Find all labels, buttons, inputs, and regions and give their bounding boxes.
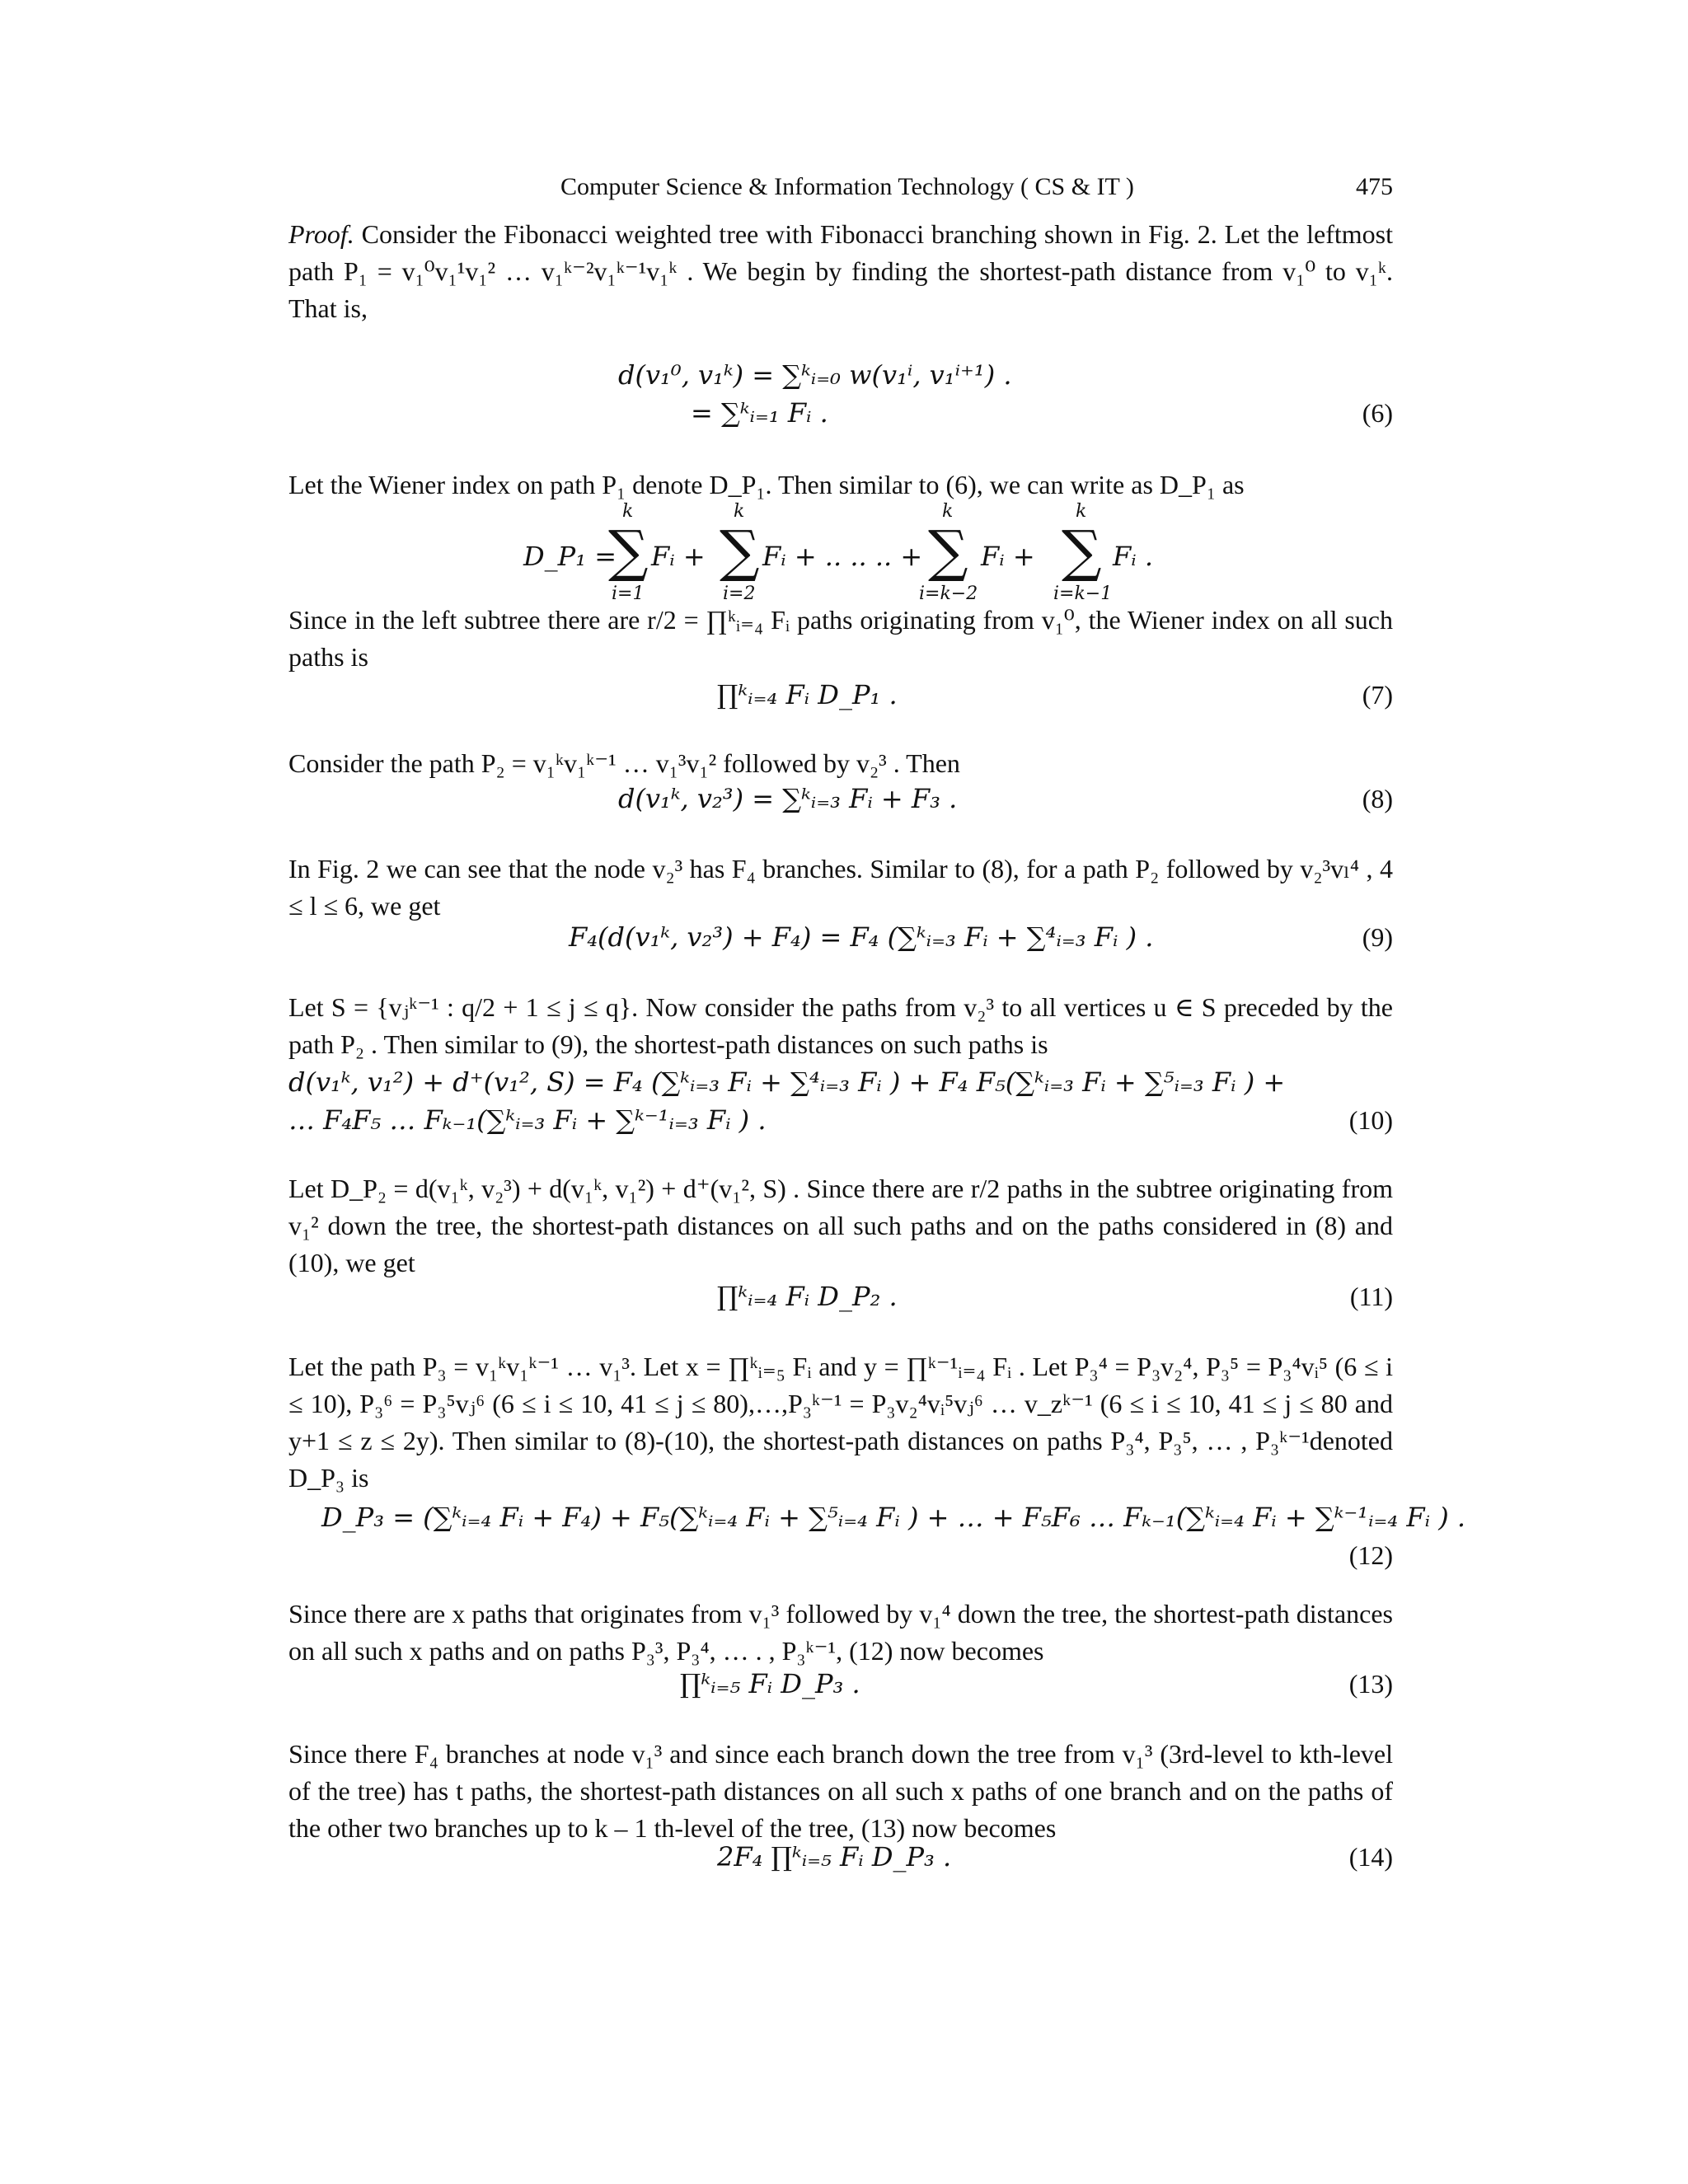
equation-12 xyxy=(288,1498,1466,1574)
eq6-line2: = ∑ᵏᵢ₌₁ Fᵢ . xyxy=(691,397,828,429)
sum2-term: Fᵢ + .. .. .. + xyxy=(762,541,923,572)
set-s-paragraph xyxy=(288,989,1393,1063)
eq7-text: ∏ᵏᵢ₌₄ Fᵢ D_P₁ . xyxy=(717,679,898,710)
fig2-text: In Fig. 2 we can see that the node v₂³ has F₄ branches. Similar to (8), for a path P₂ followed by v₂³vₗ⁴ , 4 ≤ l ≤ 6, we get xyxy=(288,854,1393,921)
eq8-text: d(v₁ᵏ, v₂³) = ∑ᵏᵢ₌₃ Fᵢ + F₃ . xyxy=(618,783,958,814)
sum2-lower: i=2 xyxy=(723,583,756,604)
sum1-sigma: ∑ xyxy=(608,519,649,584)
proof-paragraph xyxy=(288,216,1393,327)
fig2-paragraph xyxy=(288,851,1393,925)
sum3-lower: i=k−2 xyxy=(919,583,978,604)
eq11-number: (11) xyxy=(1349,1282,1393,1311)
eq6-number: (6) xyxy=(1362,398,1393,428)
equation-13 xyxy=(288,1665,1393,1703)
eq9-number: (9) xyxy=(1362,922,1393,952)
eq12-number: (12) xyxy=(1348,1540,1393,1570)
sum1-lower: i=1 xyxy=(612,583,645,604)
eq7-number: (7) xyxy=(1362,680,1393,710)
sum1-term: Fᵢ + xyxy=(651,541,706,572)
subtree-text: Since in the left subtree there are r/2 = ∏ᵏᵢ₌₄ Fᵢ paths originating from v₁⁰, the Wiener index on all such paths is xyxy=(288,605,1393,672)
sum-equation xyxy=(288,501,1393,616)
sum2-upper: k xyxy=(734,501,745,522)
proof-text: Consider the Fibonacci weighted tree with Fibonacci branching shown in Fig. 2. Let the leftmost path P₁ = v₁⁰v₁¹v₁² … v₁ᵏ⁻²v₁ᵏ⁻¹v₁ᵏ . We begin by finding the shortest-path distance from v₁⁰ to v₁ᵏ. That is, xyxy=(288,219,1393,323)
sum1-upper: k xyxy=(622,501,634,522)
proof-label: Proof. xyxy=(288,219,354,249)
equation-6 xyxy=(288,356,1393,432)
eq11-text: ∏ᵏᵢ₌₄ Fᵢ D_P₂ . xyxy=(717,1281,898,1312)
equation-10 xyxy=(288,1063,1393,1139)
eq14-number: (14) xyxy=(1348,1842,1393,1872)
sum4-sigma: ∑ xyxy=(1062,519,1102,584)
sum3-sigma: ∑ xyxy=(928,519,968,584)
sum3-term: Fᵢ + xyxy=(981,541,1035,572)
journal-title: Computer Science & Information Technology ( CS & IT ) xyxy=(560,173,1134,200)
sum-lhs: D_P₁ = xyxy=(523,541,617,572)
path-p3-paragraph xyxy=(288,1348,1393,1497)
dp2-text: Let D_P₂ = d(v₁ᵏ, v₂³) + d(v₁ᵏ, v₁²) + d⁺(v₁², S) . Since there are r/2 paths in the subtree originating from v₁² down the tree, the shortest-path distances on all such paths and on the paths considered in (8) and (10), we get xyxy=(288,1174,1393,1277)
eq10-line1: d(v₁ᵏ, v₁²) + d⁺(v₁², S) = F₄ (∑ᵏᵢ₌₃ Fᵢ + ∑⁴ᵢ₌₃ Fᵢ ) + F₄ F₅(∑ᵏᵢ₌₃ Fᵢ + ∑⁵ᵢ₌₃ Fᵢ ) + xyxy=(288,1066,1286,1098)
equation-9 xyxy=(288,918,1393,956)
eq12-text: D_P₃ = (∑ᵏᵢ₌₄ Fᵢ + F₄) + F₅(∑ᵏᵢ₌₄ Fᵢ + ∑⁵ᵢ₌₄ Fᵢ ) + … + F₅F₆ … Fₖ₋₁(∑ᵏᵢ₌₄ Fᵢ + ∑ᵏ⁻¹ᵢ₌₄ Fᵢ ) . xyxy=(321,1502,1466,1533)
eq8-number: (8) xyxy=(1362,784,1393,813)
page-number: 475 xyxy=(1356,173,1393,200)
x-paths-text: Since there are x paths that originates from v₁³ followed by v₁⁴ down the tree, the shortest-path distances on all such x paths and on paths P₃³, P₃⁴, … . , P₃ᵏ⁻¹, (12) now becomes xyxy=(288,1599,1393,1666)
branches-paragraph xyxy=(288,1736,1393,1847)
sum2-sigma: ∑ xyxy=(720,519,760,584)
sum4-term: Fᵢ . xyxy=(1113,541,1153,572)
eq13-number: (13) xyxy=(1348,1669,1393,1699)
eq13-text: ∏ᵏᵢ₌₅ Fᵢ D_P₃ . xyxy=(680,1668,860,1699)
sum3-upper: k xyxy=(942,501,954,522)
eq6-line1: d(v₁⁰, v₁ᵏ) = ∑ᵏᵢ₌₀ w(v₁ⁱ, v₁ⁱ⁺¹) . xyxy=(618,359,1012,391)
path-p2-paragraph xyxy=(288,745,1393,782)
x-paths-paragraph xyxy=(288,1596,1393,1670)
eq10-line2: … F₄F₅ … Fₖ₋₁(∑ᵏᵢ₌₃ Fᵢ + ∑ᵏ⁻¹ᵢ₌₃ Fᵢ ) . xyxy=(288,1104,767,1136)
equation-11 xyxy=(288,1277,1393,1315)
wiener-paragraph xyxy=(288,466,1393,504)
dp2-paragraph xyxy=(288,1170,1393,1282)
set-s-text: Let S = {vⱼᵏ⁻¹ : q/2 + 1 ≤ j ≤ q}. Now consider the paths from v₂³ to all vertices u ∈ S preceded by the path P₂ . Then similar to (9), the shortest-path distances on such paths is xyxy=(288,992,1393,1059)
path-p3-text: Let the path P₃ = v₁ᵏv₁ᵏ⁻¹ … v₁³. Let x = ∏ᵏᵢ₌₅ Fᵢ and y = ∏ᵏ⁻¹ᵢ₌₄ Fᵢ . Let P₃⁴ = P₃v₂⁴, P₃⁵ = P₃⁴vᵢ⁵ (6 ≤ i ≤ 10), P₃⁶ = P₃⁵vⱼ⁶ (6 ≤ i ≤ 10, 41 ≤ j ≤ 80),…,P₃ᵏ⁻¹ = P₃v₂⁴vᵢ⁵vⱼ⁶ … v_zᵏ⁻¹ (6 ≤ i ≤ 10, 41 ≤ j ≤ 80 and y+1 ≤ z ≤ 2y). Then similar to (8)-(10), the shortest-path distances on paths P₃⁴, P₃⁵, … , P₃ᵏ⁻¹denoted D_P₃ is xyxy=(288,1352,1393,1493)
branches-text: Since there F₄ branches at node v₁³ and since each branch down the tree from v₁³ (3rd-level to kth-level of the tree) has t paths, the shortest-path distances on all such x paths of one branch and on the paths of the other two branches up to k – 1 th-level of the tree, (13) now becomes xyxy=(288,1739,1393,1843)
equation-8 xyxy=(288,780,1393,818)
eq14-text: 2F₄ ∏ᵏᵢ₌₅ Fᵢ D_P₃ . xyxy=(717,1841,952,1872)
wiener-text: Let the Wiener index on path P₁ denote D_P₁. Then similar to (6), we can write as D_P₁ as xyxy=(288,470,1245,499)
subtree-paragraph xyxy=(288,602,1393,676)
equation-7 xyxy=(288,676,1393,714)
eq10-number: (10) xyxy=(1348,1105,1393,1135)
path-p2-text: Consider the path P₂ = v₁ᵏv₁ᵏ⁻¹ … v₁³v₁² followed by v₂³ . Then xyxy=(288,748,960,778)
sum4-lower: i=k−1 xyxy=(1053,583,1113,604)
sum4-upper: k xyxy=(1076,501,1087,522)
equation-14 xyxy=(288,1838,1393,1876)
eq9-text: F₄(d(v₁ᵏ, v₂³) + F₄) = F₄ (∑ᵏᵢ₌₃ Fᵢ + ∑⁴ᵢ₌₃ Fᵢ ) . xyxy=(569,921,1154,953)
